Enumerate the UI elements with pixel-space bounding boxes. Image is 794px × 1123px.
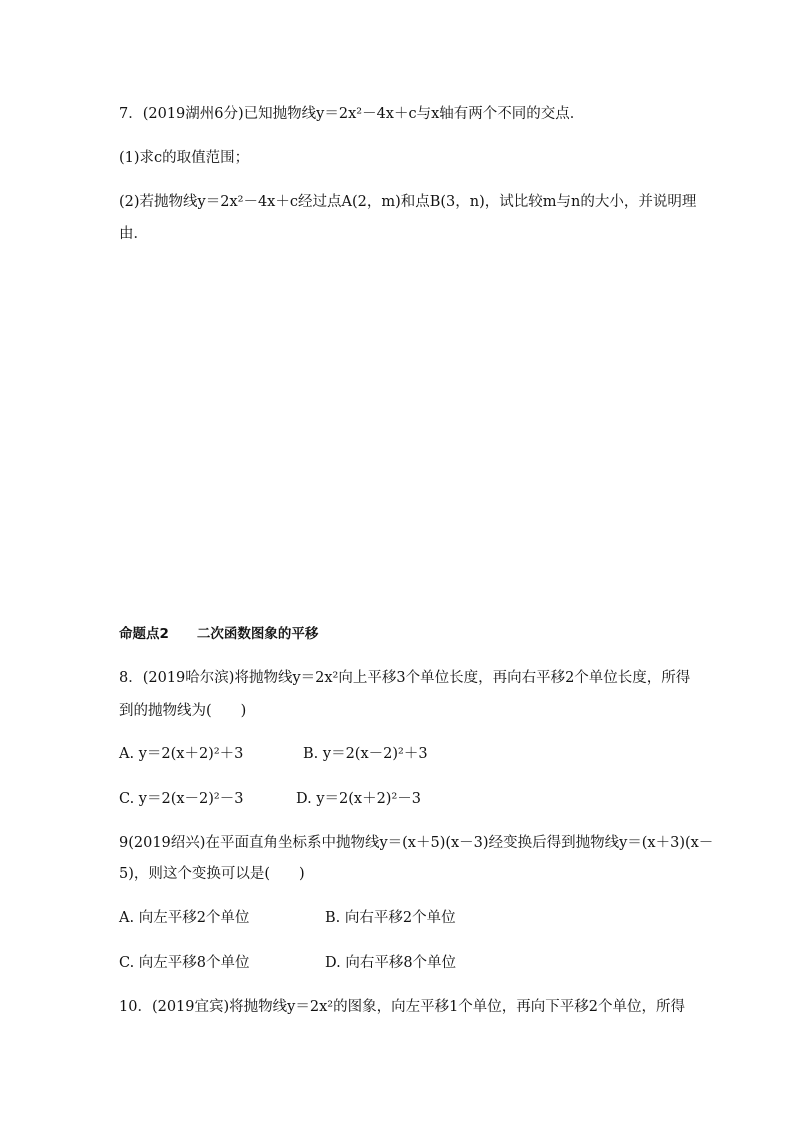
q9-option-c: C. 向左平移8个单位	[119, 955, 250, 971]
q7-stem: 7．(2019湖州6分)已知抛物线y＝2x²－4x＋c与x轴有两个不同的交点．	[119, 106, 585, 122]
q10-stem-line1: 10．(2019宜宾)将抛物线y＝2x²的图象，向左平移1个单位，再向下平移2个单位，所得	[119, 999, 686, 1015]
q8-option-b: B. y＝2(x－2)²＋3	[303, 746, 428, 762]
q7-part2-line1: (2)若抛物线y＝2x²－4x＋c经过点A(2，m)和点B(3，n)，试比较m与n的大小，并说明理	[119, 194, 697, 210]
q8-stem-line2: 到的抛物线为( )	[119, 703, 247, 719]
q9-stem-line1: 9(2019绍兴)在平面直角坐标系中抛物线y＝(x＋5)(x－3)经变换后得到抛物线y＝(x＋3)(x－	[119, 835, 714, 851]
section-title: 二次函数图象的平移	[196, 626, 319, 642]
q8-option-c: C. y＝2(x－2)²－3	[119, 791, 244, 807]
section-label: 命题点2	[119, 626, 169, 642]
section-heading	[119, 624, 318, 644]
q7-part1: (1)求c的取值范围；	[119, 150, 250, 166]
q7-part2-line2: 由．	[119, 226, 148, 242]
q9-stem-line2: 5)，则这个变换可以是( )	[119, 866, 305, 882]
q9-option-d: D. 向右平移8个单位	[325, 955, 457, 971]
q9-option-a: A. 向左平移2个单位	[119, 910, 250, 926]
q8-stem-line1: 8．(2019哈尔滨)将抛物线y＝2x²向上平移3个单位长度，再向右平移2个单位长度，所得	[119, 670, 691, 686]
q9-option-b: B. 向右平移2个单位	[325, 910, 456, 926]
q8-option-a: A. y＝2(x＋2)²＋3	[119, 746, 244, 762]
q8-option-d: D. y＝2(x＋2)²－3	[296, 791, 421, 807]
